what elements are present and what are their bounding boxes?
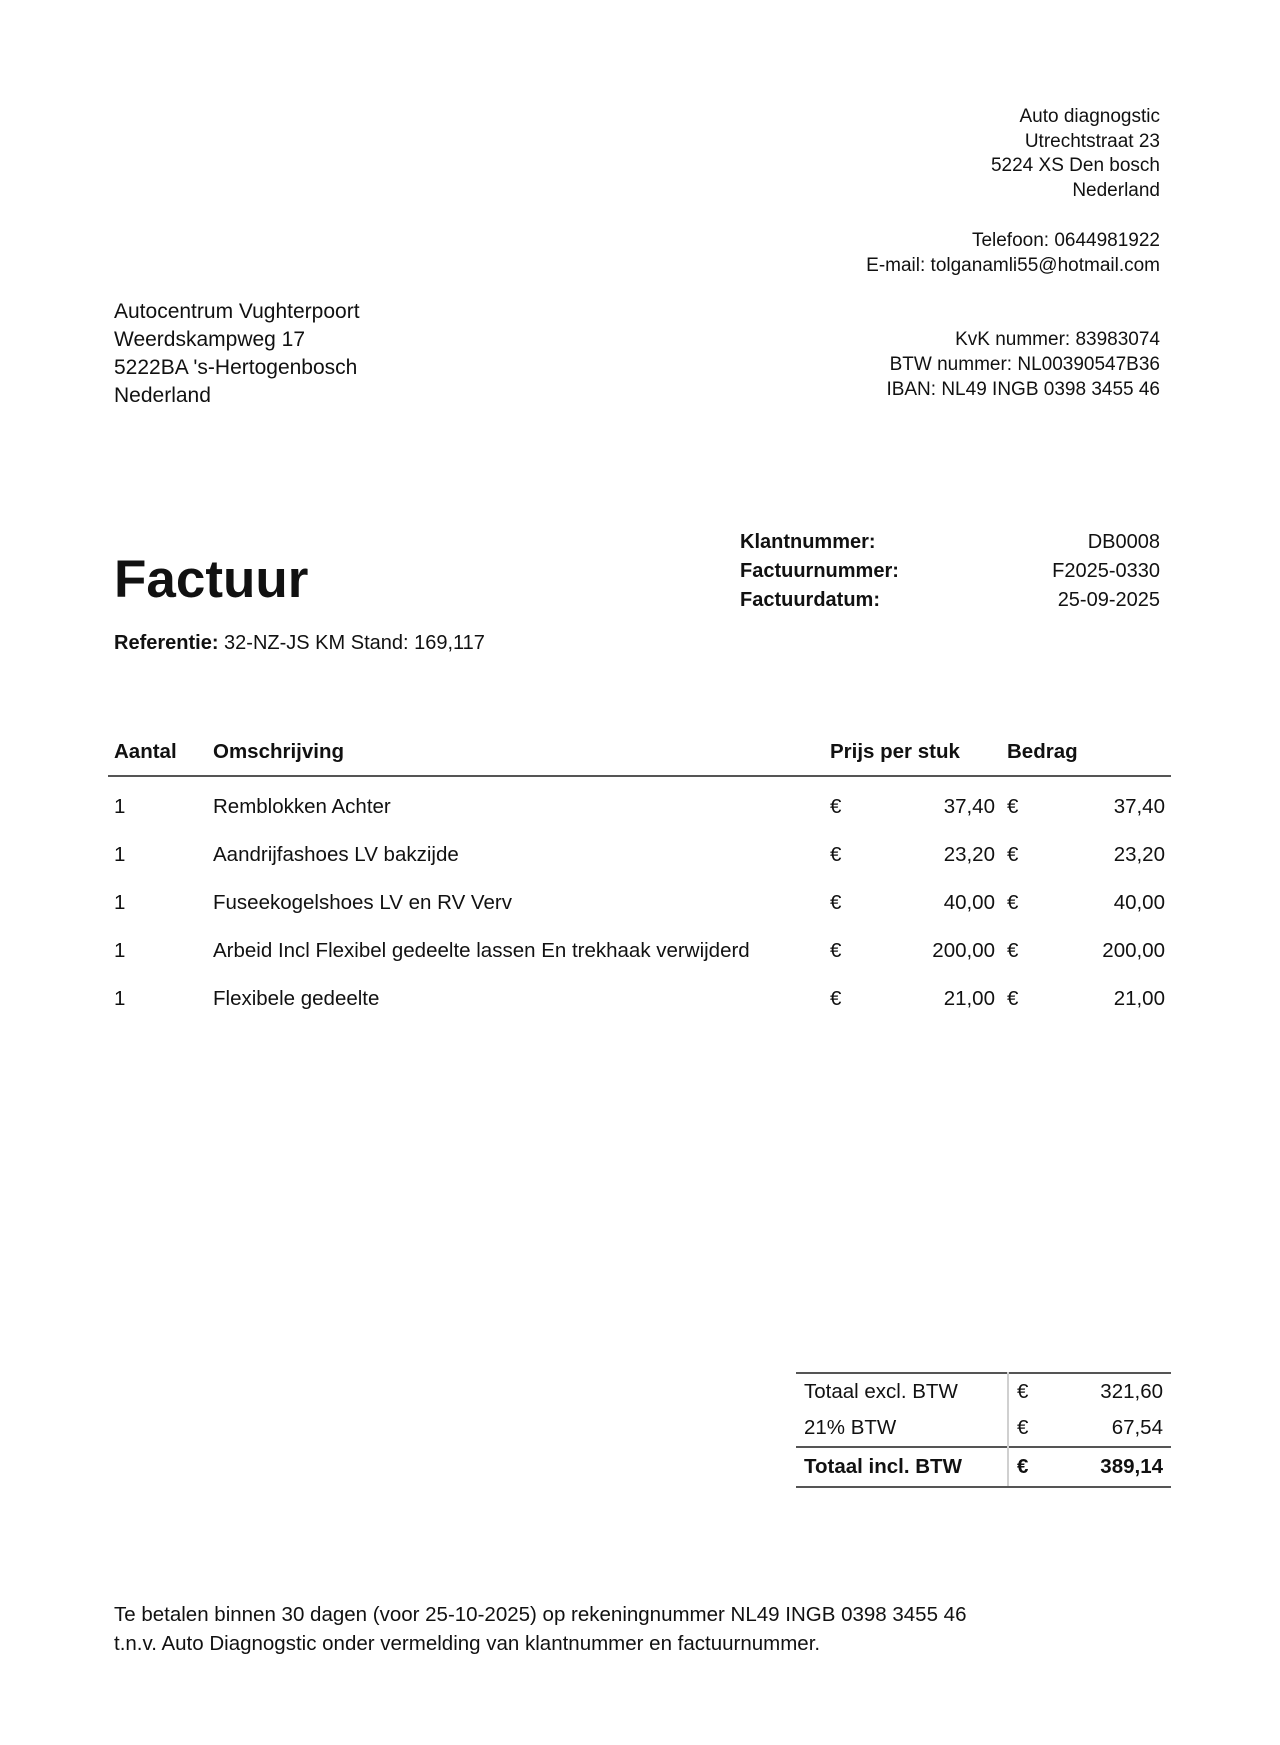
sender-name: Auto diagnogstic: [1019, 106, 1160, 127]
row-currency: €: [830, 939, 842, 962]
vat-row: [796, 1410, 1171, 1447]
row-description: Arbeid Incl Flexibel gedeelte lassen En trekhaak verwijderd: [213, 939, 750, 962]
sender-street: Utrechtstraat 23: [1024, 130, 1160, 152]
header-amount: Bedrag: [1001, 740, 1171, 776]
sender-email: E-mail: tolganamli55@hotmail.com: [866, 254, 1160, 276]
invoice-date-value: 25-09-2025: [1057, 589, 1160, 611]
reference-line: [114, 630, 485, 656]
row-amount: 200,00: [1102, 939, 1165, 962]
row-currency: €: [1007, 795, 1019, 818]
row-currency: €: [1007, 939, 1019, 962]
header-description: Omschrijving: [207, 740, 824, 776]
row-amount: 21,00: [1113, 987, 1165, 1010]
header-unit-price: Prijs per stuk: [824, 740, 1001, 776]
vat-currency: €: [1017, 1416, 1029, 1439]
sender-country: Nederland: [1072, 179, 1160, 201]
recipient-address: [114, 298, 360, 410]
row-currency: €: [830, 843, 842, 866]
invoice-number-row: [740, 557, 1160, 586]
customer-number-value: DB0008: [1087, 531, 1160, 553]
table-row: [108, 879, 1171, 927]
invoice-date-row: [740, 586, 1160, 615]
table-row: [108, 831, 1171, 879]
row-currency: €: [830, 795, 842, 818]
recipient-postal-city: 5222BA 's-Hertogenbosch: [114, 356, 358, 379]
invoice-number-label: Factuurnummer:: [740, 560, 899, 582]
invoice-number-value: F2025-0330: [1052, 560, 1160, 582]
row-unit-price: 21,00: [943, 987, 995, 1010]
iban-number: IBAN: NL49 INGB 0398 3455 46: [886, 379, 1160, 400]
row-currency: €: [830, 891, 842, 914]
sender-phone: Telefoon: 0644981922: [971, 230, 1160, 251]
row-amount: 23,20: [1113, 843, 1165, 866]
customer-number-label: Klantnummer:: [740, 531, 876, 553]
subtotal-currency: €: [1017, 1380, 1029, 1403]
row-currency: €: [1007, 843, 1019, 866]
reference-value: 32-NZ-JS KM Stand: 169,117: [224, 632, 485, 654]
row-amount: 37,40: [1113, 795, 1165, 818]
row-qty: 1: [114, 795, 126, 818]
vat-value: 67,54: [1111, 1416, 1163, 1439]
line-items-table: [108, 740, 1171, 1023]
row-unit-price: 23,20: [943, 843, 995, 866]
sender-postal-city: 5224 XS Den bosch: [990, 155, 1160, 176]
payment-terms: [114, 1600, 966, 1658]
row-description: Aandrijfashoes LV bakzijde: [213, 843, 459, 866]
row-unit-price: 200,00: [932, 939, 995, 962]
total-value: 389,14: [1065, 1447, 1171, 1487]
row-description: Fuseekogelshoes LV en RV Verv: [213, 891, 512, 914]
row-qty: 1: [114, 987, 126, 1010]
recipient-name: Autocentrum Vughterpoort: [114, 300, 360, 323]
row-currency: €: [830, 987, 842, 1010]
row-currency: €: [1007, 987, 1019, 1010]
table-header-row: [108, 740, 1171, 776]
total-currency: €: [1008, 1447, 1065, 1487]
recipient-country: Nederland: [114, 384, 211, 407]
subtotal-label: Totaal excl. BTW: [796, 1373, 1008, 1410]
kvk-number: KvK nummer: 83983074: [955, 329, 1160, 350]
row-currency: €: [1007, 891, 1019, 914]
invoice-title: Factuur: [114, 550, 309, 609]
row-amount: 40,00: [1113, 891, 1165, 914]
invoice-date-label: Factuurdatum:: [740, 589, 880, 611]
invoice-meta: [740, 528, 1160, 615]
subtotal-value: 321,60: [1100, 1380, 1163, 1403]
sender-address: [866, 105, 1160, 278]
reference-label: Referentie:: [114, 632, 219, 654]
row-description: Remblokken Achter: [213, 795, 391, 818]
vat-label: 21% BTW: [796, 1410, 1008, 1447]
payment-terms-line-2: t.n.v. Auto Diagnogstic onder vermelding van klantnummer en factuurnummer.: [114, 1632, 821, 1655]
row-qty: 1: [114, 891, 126, 914]
header-qty: Aantal: [108, 740, 207, 776]
totals-table: [796, 1372, 1171, 1488]
table-row: [108, 776, 1171, 831]
row-description: Flexibele gedeelte: [213, 987, 380, 1010]
table-row: [108, 927, 1171, 975]
row-unit-price: 37,40: [943, 795, 995, 818]
grand-total-row: [796, 1447, 1171, 1487]
total-label: Totaal incl. BTW: [796, 1447, 1008, 1487]
company-registration: [886, 327, 1160, 402]
table-row: [108, 975, 1171, 1023]
row-unit-price: 40,00: [943, 891, 995, 914]
payment-terms-line-1: Te betalen binnen 30 dagen (voor 25-10-2025) op rekeningnummer NL49 INGB 0398 3455 46: [114, 1603, 967, 1626]
recipient-street: Weerdskampweg 17: [114, 328, 306, 351]
customer-number-row: [740, 528, 1160, 557]
row-qty: 1: [114, 939, 126, 962]
subtotal-row: [796, 1373, 1171, 1410]
row-qty: 1: [114, 843, 126, 866]
btw-number: BTW nummer: NL00390547B36: [889, 354, 1160, 375]
